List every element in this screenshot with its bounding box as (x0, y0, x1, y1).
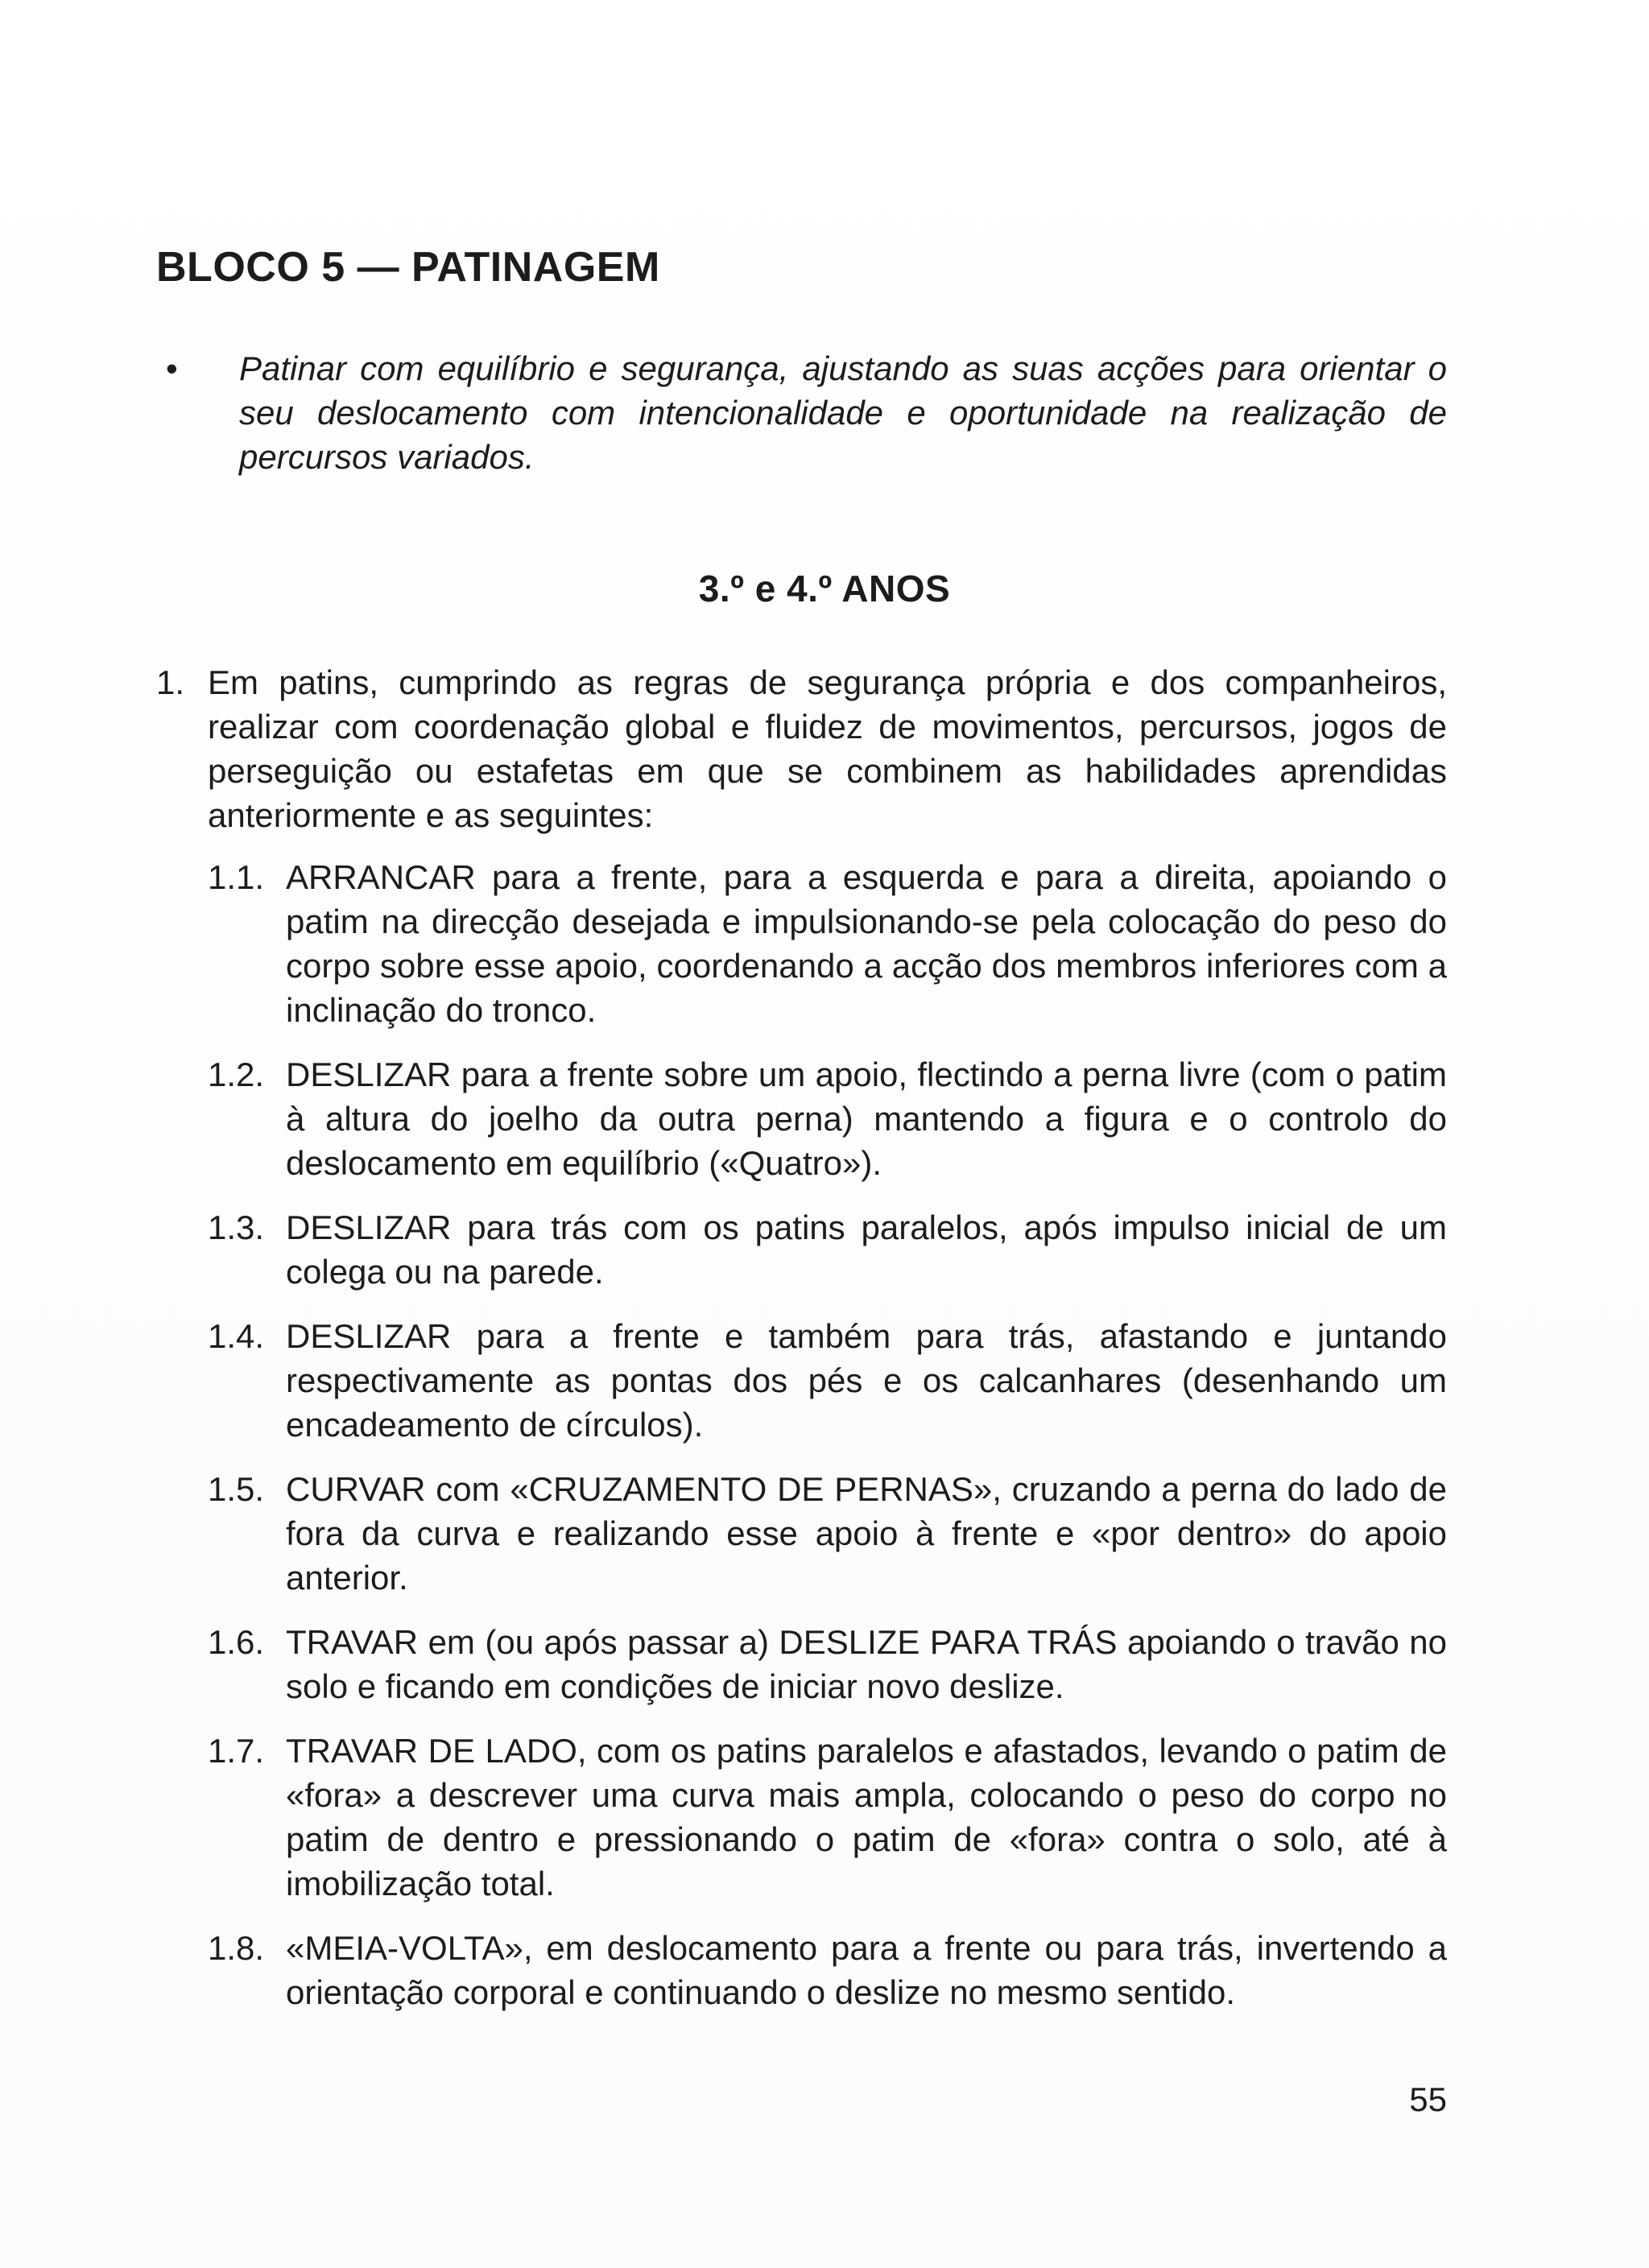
subitem-list (208, 855, 1447, 2035)
section-title: BLOCO 5 — PATINAGEM (156, 244, 660, 291)
bullet-icon: • (166, 349, 178, 387)
subitem (208, 1052, 1447, 1185)
item-number: 1. (156, 663, 185, 701)
subitem (208, 1314, 1447, 1447)
goal-bullet-item (166, 346, 1447, 479)
subitem-number: 1.5. (208, 1470, 265, 1508)
subitem (208, 1729, 1447, 1906)
subitem-text: DESLIZAR para a frente sobre um apoio, flectindo a perna livre (com o patim à altura do joelho da outra perna) mantendo a figura e o controlo do deslocamento em equilíbrio («Quatro»). (286, 1056, 1447, 1182)
subitem-number: 1.6. (208, 1623, 265, 1661)
subitem-text: DESLIZAR para a frente e também para trás, afastando e juntando respectivamente as pontas dos pés e os calcanhares (desenhando um encadeamento de círculos). (286, 1317, 1447, 1444)
subitem-text: ARRANCAR para a frente, para a esquerda e para a direita, apoiando o patim na direcção desejada e impulsionando-se pela colocação do peso do corpo sobre esse apoio, coordenando a acção dos membros inferiores com a inclinação do tronco. (286, 858, 1447, 1029)
subitem-number: 1.7. (208, 1732, 265, 1770)
numbered-item (156, 660, 1447, 837)
subitem-number: 1.1. (208, 858, 265, 896)
subitem (208, 1467, 1447, 1600)
item-text: Em patins, cumprindo as regras de segurança própria e dos companheiros, realizar com coordenação global e fluidez de movimentos, percursos, jogos de perseguição ou estafetas em que se combinem as habilidades aprendidas anteriormente e as seguintes: (208, 663, 1447, 834)
subitem (208, 1926, 1447, 2014)
subitem-number: 1.3. (208, 1208, 265, 1246)
subitem-text: «MEIA-VOLTA», em deslocamento para a frente ou para trás, invertendo a orientação corporal e continuando o deslize no mesmo sentido. (286, 1929, 1447, 2011)
subitem-number: 1.4. (208, 1317, 265, 1355)
grade-heading: 3.º e 4.º ANOS (698, 568, 951, 609)
subitem-text: CURVAR com «CRUZAMENTO DE PERNAS», cruzando a perna do lado de fora da curva e realizando esse apoio à frente e «por dentro» do apoio anterior. (286, 1470, 1447, 1597)
subitem (208, 855, 1447, 1032)
subitem (208, 1205, 1447, 1294)
subitem-number: 1.2. (208, 1056, 265, 1093)
subitem-text: DESLIZAR para trás com os patins paralelos, após impulso inicial de um colega ou na parede. (286, 1208, 1447, 1291)
subitem-text: TRAVAR DE LADO, com os patins paralelos e afastados, levando o patim de «fora» a descrever uma curva mais ampla, colocando o peso do corpo no patim de dentro e pressionando o patim de «fora» contra o solo, até à imobilização total. (286, 1732, 1447, 1902)
goal-text: Patinar com equilíbrio e segurança, ajustando as suas acções para orientar o seu deslocamento com intencionalidade e oportunidade na realização de percursos variados. (239, 349, 1447, 476)
page-number: 55 (1409, 2080, 1447, 2118)
subitem (208, 1620, 1447, 1708)
subitem-number: 1.8. (208, 1929, 265, 1967)
subitem-text: TRAVAR em (ou após passar a) DESLIZE PARA TRÁS apoiando o travão no solo e ficando em condições de iniciar novo deslize. (286, 1623, 1447, 1705)
